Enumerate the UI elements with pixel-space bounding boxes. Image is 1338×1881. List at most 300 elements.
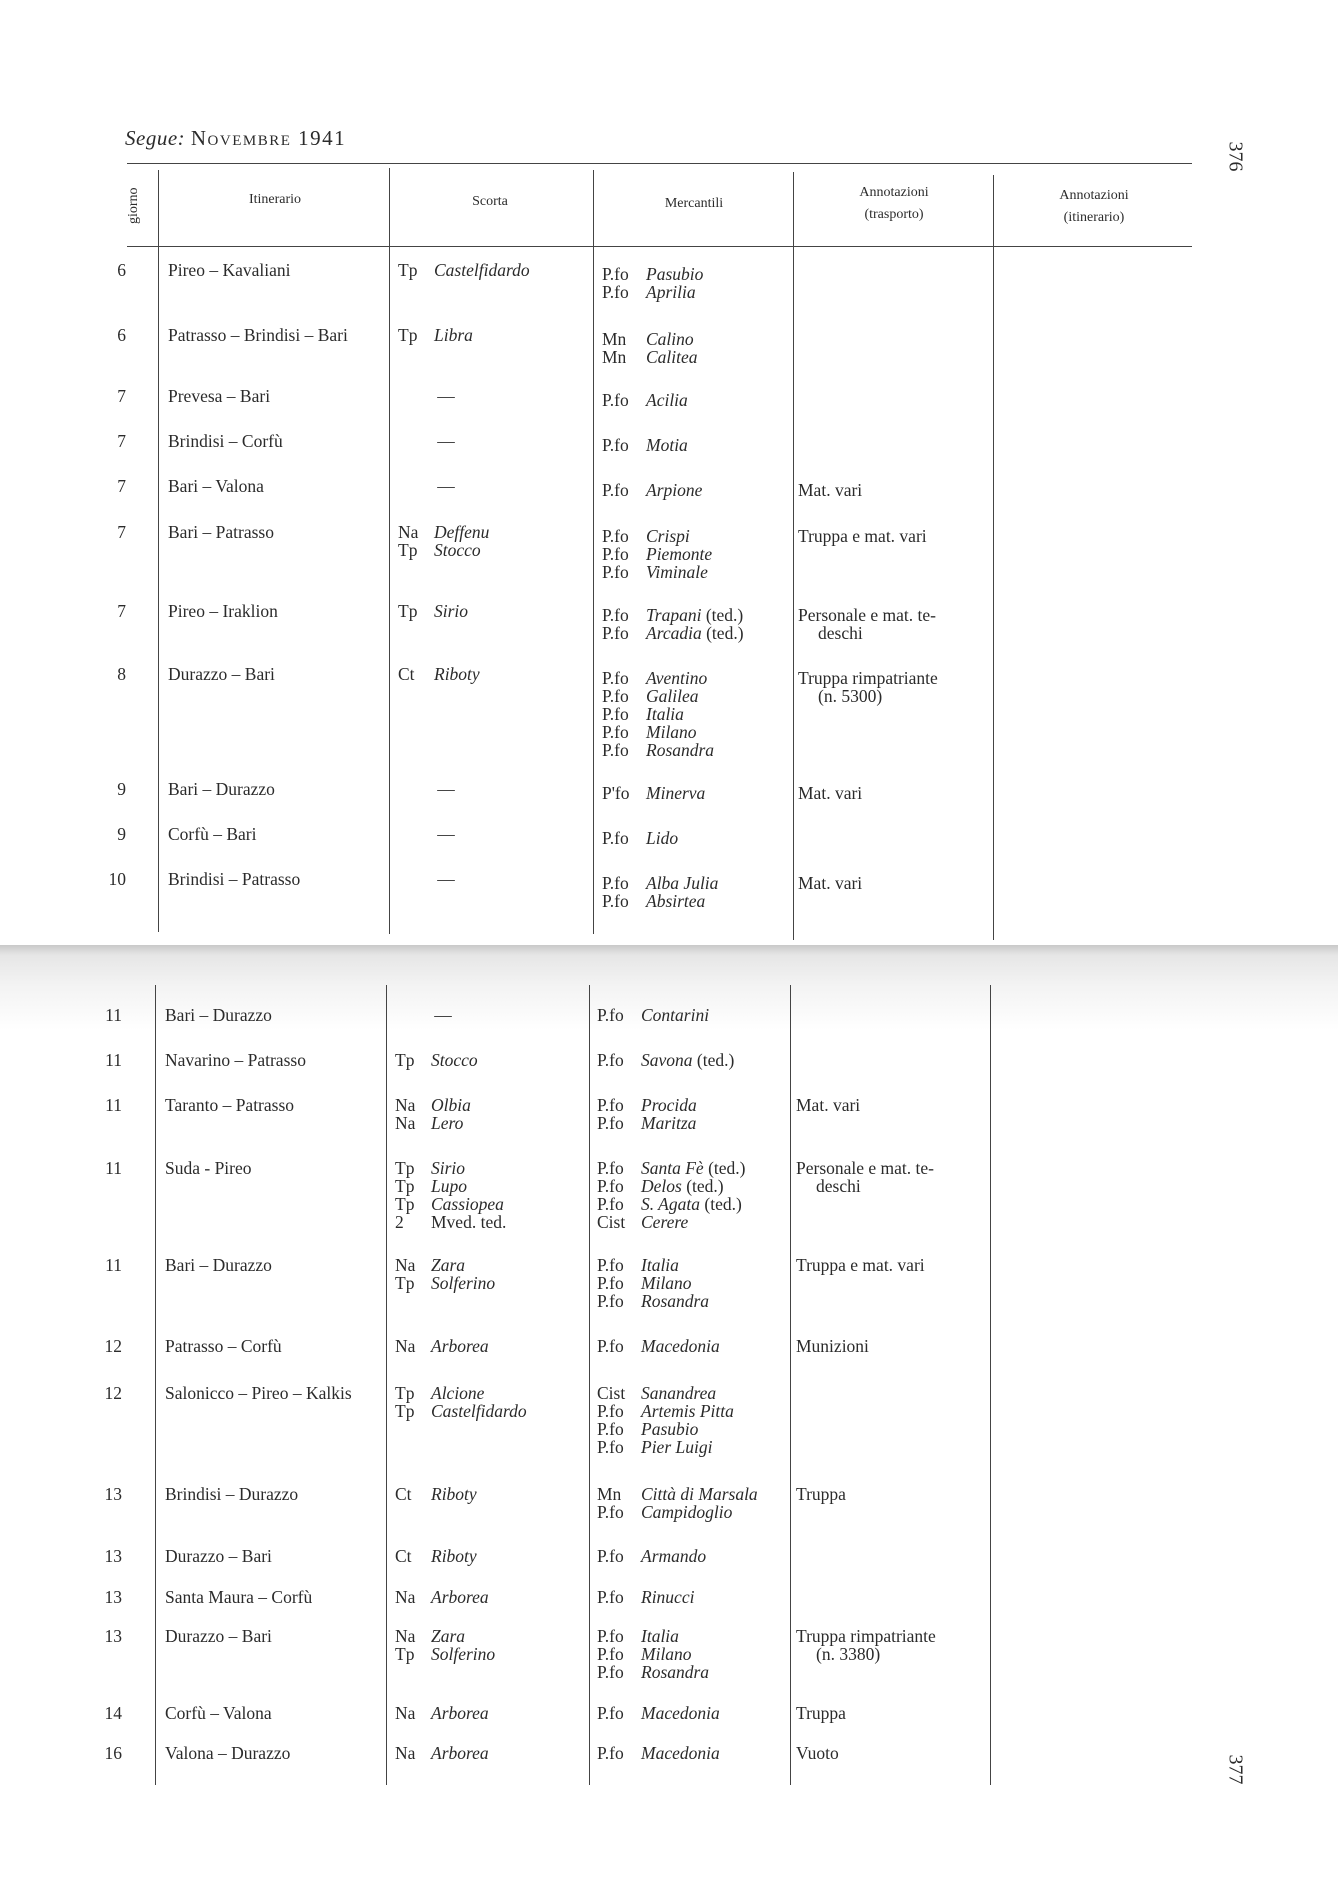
merchant-line bbox=[597, 1159, 746, 1177]
merchant-type: P.fo bbox=[602, 390, 629, 410]
merchant-type: P.fo bbox=[597, 1546, 624, 1566]
transport-note-cell bbox=[798, 481, 862, 499]
escort-name: Alcione bbox=[431, 1383, 485, 1403]
note-line: deschi bbox=[816, 1176, 861, 1196]
merchant-line bbox=[597, 1195, 746, 1213]
merchant-type: P.fo bbox=[602, 891, 629, 911]
day-cell: 6 bbox=[117, 260, 126, 280]
merchant-type: P.fo bbox=[602, 435, 629, 455]
day-cell: 13 bbox=[104, 1484, 122, 1504]
itinerary-cell: Santa Maura – Corfù bbox=[165, 1587, 313, 1607]
escort-cell bbox=[398, 326, 473, 344]
merchant-line bbox=[597, 1503, 758, 1521]
col-rule bbox=[589, 985, 590, 1785]
merchant-cell bbox=[597, 1096, 697, 1132]
col-header-giorno: giorno bbox=[126, 187, 141, 224]
merchant-name: Rosandra bbox=[646, 740, 715, 760]
itinerary-cell: Durazzo – Bari bbox=[168, 664, 275, 684]
merchant-cell bbox=[597, 1744, 720, 1762]
escort-cell bbox=[395, 1384, 527, 1420]
merchant-type: P.fo bbox=[597, 1644, 624, 1664]
merchant-cell bbox=[597, 1704, 720, 1722]
escort-name: Libra bbox=[434, 325, 473, 345]
col-header-mercantili: Mercantili bbox=[664, 196, 724, 211]
merchant-line bbox=[602, 606, 744, 624]
merchant-cell bbox=[597, 1006, 709, 1024]
escort-line bbox=[395, 1256, 495, 1274]
merchant-line bbox=[597, 1704, 720, 1722]
merchant-type: P.fo bbox=[602, 704, 629, 724]
merchant-name: Campidoglio bbox=[641, 1502, 733, 1522]
escort-type: Tp bbox=[395, 1158, 415, 1178]
escort-cell bbox=[383, 1006, 503, 1024]
col-rule bbox=[790, 985, 791, 1785]
merchant-type: P.fo bbox=[602, 668, 629, 688]
merchant-line bbox=[602, 265, 703, 283]
merchant-line bbox=[602, 283, 703, 301]
escort-line bbox=[398, 523, 489, 541]
merchant-line bbox=[602, 545, 712, 563]
day-cell: 12 bbox=[104, 1336, 122, 1356]
merchant-type: Mn bbox=[602, 329, 627, 349]
note-line: Truppa bbox=[796, 1703, 846, 1723]
merchant-name: Artemis Pitta bbox=[641, 1401, 734, 1421]
merchant-line bbox=[602, 527, 712, 545]
merchant-type: P.fo bbox=[597, 1095, 624, 1115]
merchant-suffix: (ted.) bbox=[705, 605, 744, 625]
merchant-type: P.fo bbox=[602, 480, 629, 500]
transport-note-cell bbox=[796, 1485, 846, 1503]
note-line: Personale e mat. te- bbox=[796, 1158, 935, 1178]
merchant-cell bbox=[602, 669, 714, 759]
merchant-cell bbox=[597, 1337, 720, 1355]
itinerary-cell: Corfù – Valona bbox=[165, 1703, 272, 1723]
merchant-line bbox=[597, 1627, 709, 1645]
merchant-name: Pasubio bbox=[646, 264, 704, 284]
merchant-name: Minerva bbox=[646, 783, 706, 803]
itinerary-cell: Taranto – Patrasso bbox=[165, 1095, 295, 1115]
merchant-type: P.fo bbox=[597, 1273, 624, 1293]
merchant-name: Italia bbox=[641, 1626, 679, 1646]
itinerary-cell: Brindisi – Patrasso bbox=[168, 869, 301, 889]
escort-line bbox=[395, 1384, 527, 1402]
merchant-line bbox=[597, 1420, 734, 1438]
merchant-line bbox=[602, 829, 678, 847]
merchant-line bbox=[602, 563, 712, 581]
itinerary-cell: Bari – Durazzo bbox=[165, 1005, 272, 1025]
merchant-name: Milano bbox=[641, 1273, 692, 1293]
merchant-name: Procida bbox=[641, 1095, 697, 1115]
merchant-name: Città di Marsala bbox=[641, 1484, 758, 1504]
no-escort-dash: — bbox=[437, 779, 455, 799]
merchant-cell bbox=[602, 391, 688, 409]
merchant-line bbox=[597, 1274, 709, 1292]
merchant-name: Sanandrea bbox=[641, 1383, 717, 1403]
escort-cell bbox=[395, 1547, 477, 1565]
col-rule bbox=[158, 170, 159, 932]
merchant-type: P.fo bbox=[597, 1005, 624, 1025]
table-top-rule bbox=[127, 163, 1192, 164]
col-rule bbox=[990, 985, 991, 1785]
escort-name: Stocco bbox=[434, 540, 481, 560]
escort-cell bbox=[395, 1704, 489, 1722]
escort-cell bbox=[395, 1159, 506, 1231]
day-cell: 11 bbox=[105, 1095, 122, 1115]
escort-cell bbox=[395, 1744, 489, 1762]
escort-line bbox=[395, 1485, 477, 1503]
merchant-line bbox=[597, 1006, 709, 1024]
merchant-name: Milano bbox=[641, 1644, 692, 1664]
transport-note-cell bbox=[798, 784, 862, 802]
merchant-line bbox=[602, 669, 714, 687]
day-cell: 13 bbox=[104, 1587, 122, 1607]
escort-type: Tp bbox=[395, 1383, 415, 1403]
escort-name: Olbia bbox=[431, 1095, 471, 1115]
escort-line bbox=[398, 261, 530, 279]
itinerary-cell: Pireo – Iraklion bbox=[168, 601, 278, 621]
escort-name: Riboty bbox=[431, 1484, 477, 1504]
escort-type: Na bbox=[395, 1095, 416, 1115]
merchant-name: Santa Fè bbox=[641, 1158, 704, 1178]
escort-line bbox=[395, 1337, 489, 1355]
itinerary-cell: Salonicco – Pireo – Kalkis bbox=[165, 1383, 352, 1403]
note-line: Truppa bbox=[796, 1484, 846, 1504]
merchant-type: P.fo bbox=[602, 544, 629, 564]
escort-cell bbox=[386, 477, 506, 495]
escort-name: Solferino bbox=[431, 1273, 496, 1293]
transport-note-cell bbox=[798, 606, 936, 642]
col-rule bbox=[593, 170, 594, 934]
page-number-bottom: 377 bbox=[1224, 1754, 1247, 1785]
escort-name: Solferino bbox=[431, 1644, 496, 1664]
merchant-type: Cist bbox=[597, 1212, 626, 1232]
itinerary-cell: Durazzo – Bari bbox=[165, 1546, 272, 1566]
escort-line bbox=[395, 1402, 527, 1420]
note-line: Truppa rimpatriante bbox=[798, 668, 938, 688]
merchant-cell bbox=[597, 1051, 734, 1069]
escort-name: Riboty bbox=[431, 1546, 477, 1566]
transport-note-cell bbox=[796, 1744, 839, 1762]
col-header-ann-trasporto: Annotazioni (trasporto) bbox=[859, 185, 929, 222]
merchant-name: Absirtea bbox=[646, 891, 706, 911]
escort-line bbox=[395, 1704, 489, 1722]
merchant-line bbox=[597, 1096, 697, 1114]
note-line: Truppa e mat. vari bbox=[796, 1255, 925, 1275]
transport-note-cell bbox=[796, 1256, 925, 1274]
note-line: Truppa e mat. vari bbox=[798, 526, 927, 546]
merchant-type: P.fo bbox=[597, 1401, 624, 1421]
merchant-type: Cist bbox=[597, 1383, 626, 1403]
merchant-cell bbox=[602, 874, 718, 910]
merchant-cell bbox=[602, 481, 702, 499]
merchant-type: P.fo bbox=[602, 686, 629, 706]
merchant-name: Macedonia bbox=[641, 1336, 720, 1356]
day-cell: 6 bbox=[117, 325, 126, 345]
heading-month: Novembre 1941 bbox=[190, 126, 347, 150]
merchant-line bbox=[602, 624, 744, 642]
merchant-line bbox=[597, 1438, 734, 1456]
merchant-line bbox=[597, 1485, 758, 1503]
escort-type: Tp bbox=[398, 601, 418, 621]
merchant-name: Crispi bbox=[646, 526, 690, 546]
merchant-suffix: (ted.) bbox=[696, 1050, 735, 1070]
escort-cell bbox=[395, 1627, 495, 1663]
merchant-name: Cerere bbox=[641, 1212, 689, 1232]
escort-type: Na bbox=[395, 1743, 416, 1763]
merchant-type: P.fo bbox=[597, 1587, 624, 1607]
no-escort-dash: — bbox=[437, 824, 455, 844]
escort-type: Tp bbox=[395, 1273, 415, 1293]
transport-note-cell bbox=[798, 874, 862, 892]
escort-line bbox=[395, 1195, 506, 1213]
merchant-name: Aventino bbox=[646, 668, 708, 688]
merchant-line bbox=[602, 391, 688, 409]
escort-name: Castelfidardo bbox=[431, 1401, 527, 1421]
merchant-line bbox=[597, 1547, 706, 1565]
transport-note-cell bbox=[796, 1096, 860, 1114]
note-line: Mat. vari bbox=[798, 480, 863, 500]
merchant-type: P.fo bbox=[597, 1437, 624, 1457]
merchant-type: P.fo bbox=[602, 605, 629, 625]
merchant-line bbox=[597, 1384, 734, 1402]
escort-cell bbox=[386, 432, 506, 450]
merchant-name: Piemonte bbox=[646, 544, 713, 564]
merchant-name: Italia bbox=[641, 1255, 679, 1275]
itinerary-cell: Bari – Valona bbox=[168, 476, 264, 496]
merchant-cell bbox=[597, 1256, 709, 1310]
day-cell: 14 bbox=[104, 1703, 122, 1723]
merchant-suffix: (ted.) bbox=[706, 623, 744, 643]
day-cell: 16 bbox=[104, 1743, 122, 1763]
escort-cell bbox=[395, 1485, 477, 1503]
itinerary-cell: Bari – Durazzo bbox=[165, 1255, 272, 1275]
escort-line bbox=[395, 1547, 477, 1565]
merchant-cell bbox=[597, 1159, 746, 1231]
escort-line bbox=[398, 602, 468, 620]
col-rule bbox=[389, 168, 390, 934]
no-escort-dash: — bbox=[437, 476, 455, 496]
merchant-name: Rosandra bbox=[641, 1662, 710, 1682]
note-line: deschi bbox=[818, 623, 863, 643]
merchant-line bbox=[597, 1114, 697, 1132]
escort-line bbox=[395, 1274, 495, 1292]
merchant-cell bbox=[597, 1384, 734, 1456]
escort-line bbox=[398, 665, 480, 683]
escort-cell bbox=[386, 780, 506, 798]
col-header-scorta: Scorta bbox=[472, 194, 508, 209]
escort-line bbox=[395, 1744, 489, 1762]
escort-type: Ct bbox=[395, 1546, 412, 1566]
merchant-cell bbox=[602, 330, 698, 366]
merchant-line bbox=[597, 1588, 694, 1606]
merchant-line bbox=[602, 348, 698, 366]
merchant-cell bbox=[602, 606, 744, 642]
escort-cell bbox=[395, 1096, 471, 1132]
escort-cell bbox=[395, 1588, 489, 1606]
merchant-line bbox=[602, 330, 698, 348]
escort-type: Tp bbox=[398, 325, 418, 345]
merchant-type: P.fo bbox=[602, 562, 629, 582]
note-line: (n. 3380) bbox=[816, 1644, 881, 1664]
merchant-line bbox=[597, 1213, 746, 1231]
escort-line bbox=[395, 1159, 506, 1177]
merchant-type: P'fo bbox=[602, 783, 630, 803]
escort-type: Tp bbox=[395, 1644, 415, 1664]
note-line: Personale e mat. te- bbox=[798, 605, 937, 625]
transport-note-cell bbox=[796, 1627, 936, 1663]
merchant-type: P.fo bbox=[597, 1626, 624, 1646]
merchant-cell bbox=[602, 829, 678, 847]
note-line: Mat. vari bbox=[796, 1095, 861, 1115]
merchant-cell bbox=[597, 1588, 694, 1606]
escort-type: Ct bbox=[398, 664, 415, 684]
merchant-type: P.fo bbox=[602, 873, 629, 893]
table-header-rule bbox=[127, 246, 1192, 247]
itinerary-cell: Durazzo – Bari bbox=[165, 1626, 272, 1646]
escort-name: Arborea bbox=[431, 1336, 489, 1356]
escort-name: Lero bbox=[431, 1113, 464, 1133]
no-escort-dash: — bbox=[434, 1005, 452, 1025]
merchant-name: Italia bbox=[646, 704, 684, 724]
merchant-type: P.fo bbox=[602, 264, 629, 284]
itinerary-cell: Corfù – Bari bbox=[168, 824, 257, 844]
transport-note-cell bbox=[796, 1337, 869, 1355]
escort-line bbox=[398, 326, 473, 344]
merchant-type: P.fo bbox=[597, 1743, 624, 1763]
merchant-type: Mn bbox=[602, 347, 627, 367]
merchant-name: Maritza bbox=[641, 1113, 697, 1133]
merchant-name: Trapani bbox=[646, 605, 702, 625]
merchant-line bbox=[597, 1256, 709, 1274]
page-heading bbox=[125, 126, 346, 151]
merchant-name: Rosandra bbox=[641, 1291, 710, 1311]
merchant-cell bbox=[602, 265, 703, 301]
merchant-name: Calino bbox=[646, 329, 694, 349]
day-cell: 13 bbox=[104, 1626, 122, 1646]
escort-cell bbox=[386, 387, 506, 405]
merchant-line bbox=[602, 741, 714, 759]
escort-line bbox=[395, 1177, 506, 1195]
itinerary-cell: Valona – Durazzo bbox=[165, 1743, 291, 1763]
merchant-name: Galilea bbox=[646, 686, 699, 706]
merchant-suffix: (ted.) bbox=[686, 1176, 724, 1196]
merchant-line bbox=[602, 892, 718, 910]
escort-cell bbox=[386, 870, 506, 888]
escort-line bbox=[395, 1114, 471, 1132]
escort-cell bbox=[395, 1337, 489, 1355]
merchant-name: Macedonia bbox=[641, 1743, 720, 1763]
transport-note-cell bbox=[798, 669, 938, 705]
merchant-name: Viminale bbox=[646, 562, 708, 582]
escort-type: Na bbox=[395, 1336, 416, 1356]
escort-name: Cassiopea bbox=[431, 1194, 504, 1214]
escort-type: Na bbox=[398, 522, 419, 542]
day-cell: 9 bbox=[117, 824, 126, 844]
transport-note-cell bbox=[798, 527, 927, 545]
merchant-line bbox=[597, 1337, 720, 1355]
escort-line bbox=[395, 1645, 495, 1663]
merchant-name: Acilia bbox=[646, 390, 688, 410]
itinerary-cell: Brindisi – Corfù bbox=[168, 431, 283, 451]
merchant-line bbox=[602, 436, 688, 454]
day-cell: 11 bbox=[105, 1158, 122, 1178]
escort-cell bbox=[398, 261, 530, 279]
merchant-type: P.fo bbox=[597, 1419, 624, 1439]
merchant-name: Pier Luigi bbox=[641, 1437, 713, 1457]
merchant-cell bbox=[597, 1547, 706, 1565]
merchant-line bbox=[597, 1744, 720, 1762]
merchant-name: Macedonia bbox=[641, 1703, 720, 1723]
merchant-line bbox=[602, 705, 714, 723]
merchant-type: P.fo bbox=[597, 1050, 624, 1070]
note-line: Mat. vari bbox=[798, 783, 863, 803]
itinerary-cell: Pireo – Kavaliani bbox=[168, 260, 291, 280]
col-rule bbox=[155, 985, 156, 1785]
merchant-line bbox=[602, 687, 714, 705]
col-header-ann-itinerario: Annotazioni (itinerario) bbox=[1059, 188, 1129, 225]
merchant-name: Savona bbox=[641, 1050, 693, 1070]
merchant-line bbox=[597, 1402, 734, 1420]
escort-line bbox=[395, 1588, 489, 1606]
day-cell: 7 bbox=[117, 601, 126, 621]
merchant-type: P.fo bbox=[597, 1502, 624, 1522]
merchant-name: Calitea bbox=[646, 347, 698, 367]
merchant-line bbox=[602, 723, 714, 741]
escort-cell bbox=[395, 1051, 478, 1069]
escort-line bbox=[395, 1096, 471, 1114]
escort-name: Zara bbox=[431, 1626, 466, 1646]
day-cell: 7 bbox=[117, 386, 126, 406]
itinerary-cell: Patrasso – Brindisi – Bari bbox=[168, 325, 348, 345]
merchant-line bbox=[597, 1663, 709, 1681]
merchant-name: Rinucci bbox=[641, 1587, 695, 1607]
escort-line bbox=[395, 1627, 495, 1645]
escort-name: Zara bbox=[431, 1255, 466, 1275]
merchant-type: P.fo bbox=[597, 1662, 624, 1682]
escort-name: Riboty bbox=[434, 664, 480, 684]
escort-name: Sirio bbox=[431, 1158, 466, 1178]
merchant-name: Contarini bbox=[641, 1005, 710, 1025]
merchant-cell bbox=[602, 436, 688, 454]
day-cell: 11 bbox=[105, 1005, 122, 1025]
col-rule bbox=[793, 172, 794, 940]
escort-type: Tp bbox=[395, 1050, 415, 1070]
day-cell: 9 bbox=[117, 779, 126, 799]
note-line: Munizioni bbox=[796, 1336, 869, 1356]
transport-note-cell bbox=[796, 1704, 846, 1722]
escort-line bbox=[395, 1213, 506, 1231]
merchant-line bbox=[597, 1177, 746, 1195]
merchant-type: P.fo bbox=[597, 1291, 624, 1311]
merchant-type: P.fo bbox=[602, 740, 629, 760]
escort-type: Tp bbox=[395, 1401, 415, 1421]
merchant-type: P.fo bbox=[602, 722, 629, 742]
escort-type: 2 bbox=[395, 1212, 404, 1232]
merchant-cell bbox=[597, 1485, 758, 1521]
merchant-name: Milano bbox=[646, 722, 697, 742]
escort-name: Lupo bbox=[431, 1176, 467, 1196]
merchant-type: P.fo bbox=[597, 1703, 624, 1723]
merchant-name: Alba Julia bbox=[646, 873, 719, 893]
escort-type: Ct bbox=[395, 1484, 412, 1504]
col-rule bbox=[386, 985, 387, 1785]
merchant-cell bbox=[602, 527, 712, 581]
escort-type: Na bbox=[395, 1587, 416, 1607]
merchant-type: P.fo bbox=[597, 1255, 624, 1275]
itinerary-cell: Bari – Durazzo bbox=[168, 779, 275, 799]
itinerary-cell: Prevesa – Bari bbox=[168, 386, 271, 406]
merchant-suffix: (ted.) bbox=[708, 1158, 746, 1178]
